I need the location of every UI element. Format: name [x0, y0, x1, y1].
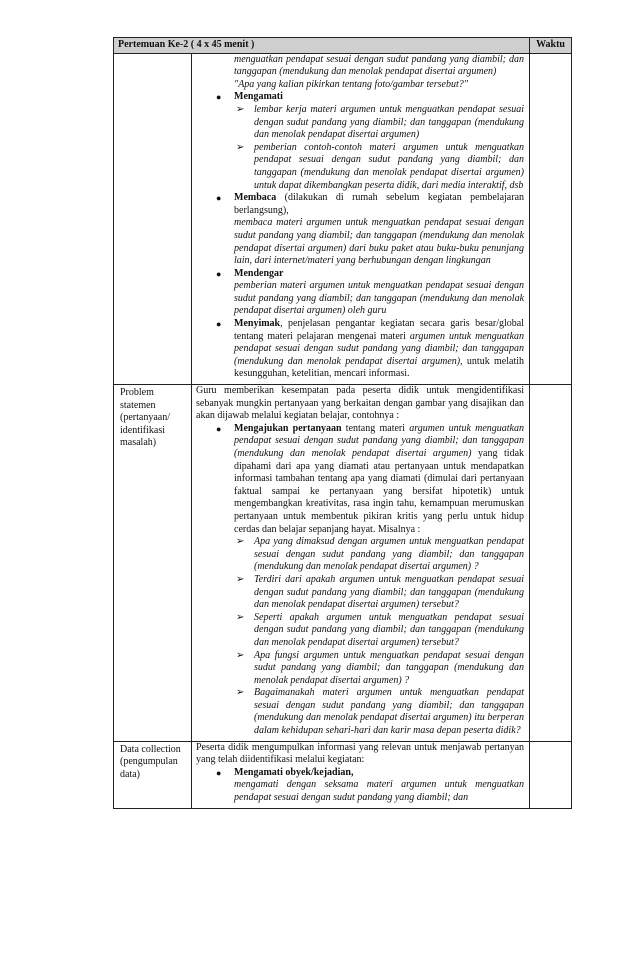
- list-item: [236, 649, 525, 688]
- list-item: [236, 141, 525, 192]
- table-header-row: [114, 38, 572, 54]
- example-question: Apa fungsi argumen untuk menguatkan pendapat sesuai dengan sudut pandang yang diambil; dan tanggapan (mendukung dan menolak pendapat disertai argumen) ?: [254, 649, 525, 686]
- mengamati-title: Mengamati: [234, 91, 283, 103]
- mengamati-item: pemberian contoh-contoh materi argumen untuk menguatkan pendapat sesuai dengan sudut pandang yang diambil; dan tanggapan (mendukung dan menolak pendapat disertai argumen) untuk dapat dikembangkan peserta didik, dari media interaktif, dsb: [254, 141, 525, 191]
- arrow-bullet-icon: ➢: [236, 141, 245, 153]
- membaca-text: membaca materi argumen untuk menguatkan pendapat sesuai dengan sudut pandang yang diambil; dan tanggapan (mendukung dan menolak pendapat disertai argumen) dari buku paket atau buku-buku penunjang lain, dari internet/materi yang berhubungan dengan lingkungan: [234, 217, 525, 267]
- bullet-icon: ●: [216, 767, 222, 778]
- arrow-bullet-icon: ➢: [236, 103, 245, 115]
- list-item: [216, 422, 525, 536]
- arrow-bullet-icon: ➢: [236, 611, 245, 623]
- arrow-bullet-icon: ➢: [236, 687, 245, 699]
- question-text-b: argumen untuk menguatkan pendapat sesuai dengan sudut pandang yang diambil; dan tanggapan (mendukung dan menolak pendapat disertai argumen): [234, 422, 525, 459]
- problem-intro: Guru memberikan kesempatan pada peserta didik untuk mengidentifikasi sebanyak mungkin pertanyaan yang berkaitan dengan gambar yang disajikan dan akan dijawab melalui kegiatan belajar, contohnya :: [196, 385, 525, 422]
- menyimak-title: Menyimak: [234, 318, 281, 330]
- table-row: [114, 53, 572, 384]
- collection-text: mengamati dengan seksama materi argumen untuk menguatkan pendapat sesuai dengan sudut pandang yang diambil; dan: [234, 779, 525, 804]
- mengamati-item: lembar kerja materi argumen untuk menguatkan pendapat sesuai dengan sudut pandang yang diambil; dan tanggapan (mendukung dan menolak pendapat disertai argumen): [254, 103, 525, 141]
- membaca-title: Membaca: [234, 192, 277, 204]
- time-header: Waktu: [530, 38, 572, 54]
- collection-intro: Peserta didik mengumpulkan informasi yang relevan untuk menjawab pertanyan yang telah diidentifikasi melalui kegiatan:: [196, 741, 525, 766]
- table-row: [114, 385, 572, 742]
- list-item: [216, 766, 525, 805]
- bullet-icon: ●: [216, 268, 222, 279]
- activity-content: [192, 53, 530, 384]
- stage-label: Problem statemen (pertanyaan/ identifikasi masalah): [114, 385, 192, 742]
- arrow-bullet-icon: ➢: [236, 536, 245, 548]
- example-question: Apa yang dimaksud dengan argumen untuk menguatkan pendapat sesuai dengan sudut pandang yang diambil; dan tanggapan (mendukung dan menolak pendapat disertai argumen) ?: [254, 536, 525, 573]
- question-text-a: tentang materi: [341, 422, 410, 434]
- example-question: Seperti apakah argumen untuk menguatkan pendapat sesuai dengan sudut pandang yang diambil; dan tanggapan (mendukung dan menolak pendapat disertai argumen) tersebut?: [254, 611, 525, 648]
- activity-content: [192, 741, 530, 808]
- time-cell: [530, 53, 572, 384]
- bullet-icon: ●: [216, 423, 222, 434]
- menyimak-text-a: , penjelasan pengantar kegiatan secara garis besar/global tentang materi pelajaran mengenai materi: [234, 318, 525, 342]
- intro-text: menguatkan pendapat sesuai dengan sudut pandang yang diambil; dan tanggapan (mendukung dan menolak pendapat disertai argumen): [234, 53, 525, 78]
- stage-label: Data collection (pengumpulan data): [114, 741, 192, 808]
- list-item: [216, 318, 525, 381]
- lesson-plan-table: [113, 37, 572, 809]
- list-item: [236, 687, 525, 737]
- list-item: [236, 611, 525, 650]
- bullet-icon: ●: [216, 193, 222, 204]
- arrow-bullet-icon: ➢: [236, 573, 245, 585]
- time-cell: [530, 385, 572, 742]
- mendengar-text: pemberian materi argumen untuk menguatkan pendapat sesuai dengan sudut pandang yang diambil; dan tanggapan (mendukung dan menolak pendapat disertai argumen) oleh guru: [234, 280, 525, 317]
- intro-question: "Apa yang kalian pikirkan tentang foto/gambar tersebut?": [234, 78, 468, 90]
- menyimak-text-b: argumen untuk menguatkan pendapat sesuai dengan sudut pandang yang diambil; dan tanggapan (mendukung dan menolak pendapat disertai argumen): [234, 330, 525, 367]
- list-item: [216, 192, 525, 268]
- list-item: [216, 91, 524, 104]
- time-cell: [530, 741, 572, 808]
- mendengar-title: Mendengar: [234, 267, 284, 279]
- example-question: Terdiri dari apakah argumen untuk menguatkan pendapat sesuai dengan sudut pandang yang diambil; dan tanggapan (mendukung dan menolak pendapat disertai argumen) tersebut?: [254, 573, 525, 611]
- activity-content: [192, 385, 530, 742]
- bullet-icon: ●: [216, 92, 222, 103]
- collection-title: Mengamati obyek/kejadian,: [234, 766, 354, 778]
- question-title: Mengajukan pertanyaan: [234, 422, 342, 434]
- membaca-note: (dilakukan di rumah sebelum kegiatan pembelajaran berlangsung),: [234, 192, 525, 216]
- menyimak-text-c: , untuk melatih kesungguhan, ketelitian, mencari informasi.: [234, 355, 525, 380]
- stage-label-empty: [114, 53, 192, 384]
- arrow-bullet-icon: ➢: [236, 649, 245, 661]
- list-item: [236, 103, 525, 142]
- question-text-c: yang tidak dipahami dari apa yang diamati atau pertanyaan untuk mendapatkan informasi tambahan tentang apa yang diamati (dimulai dari pertanyaan faktual sampai ke pertanyaan yang bersifat hipotetik) untuk mengembangkan kreativitas, rasa ingin tahu, kemampuan merumuskan pertanyaan untuk membentuk pikiran kritis yang perlu untuk hidup cerdas dan belajar sepanjang hayat. Misalnya :: [234, 448, 525, 535]
- bullet-icon: ●: [216, 319, 222, 330]
- example-question: Bagaimanakah materi argumen untuk menguatkan pendapat sesuai dengan sudut pandang yang diambil; dan tanggapan (mendukung dan menolak pendapat disertai argumen) itu berperan dalam kehidupan sehari-hari dan karir masa depan peserta didik?: [254, 687, 525, 737]
- list-item: [236, 573, 525, 612]
- table-row: [114, 741, 572, 808]
- list-item: [236, 536, 525, 574]
- meeting-header: Pertemuan Ke-2 ( 4 x 45 menit ): [114, 38, 530, 54]
- list-item: [216, 267, 525, 318]
